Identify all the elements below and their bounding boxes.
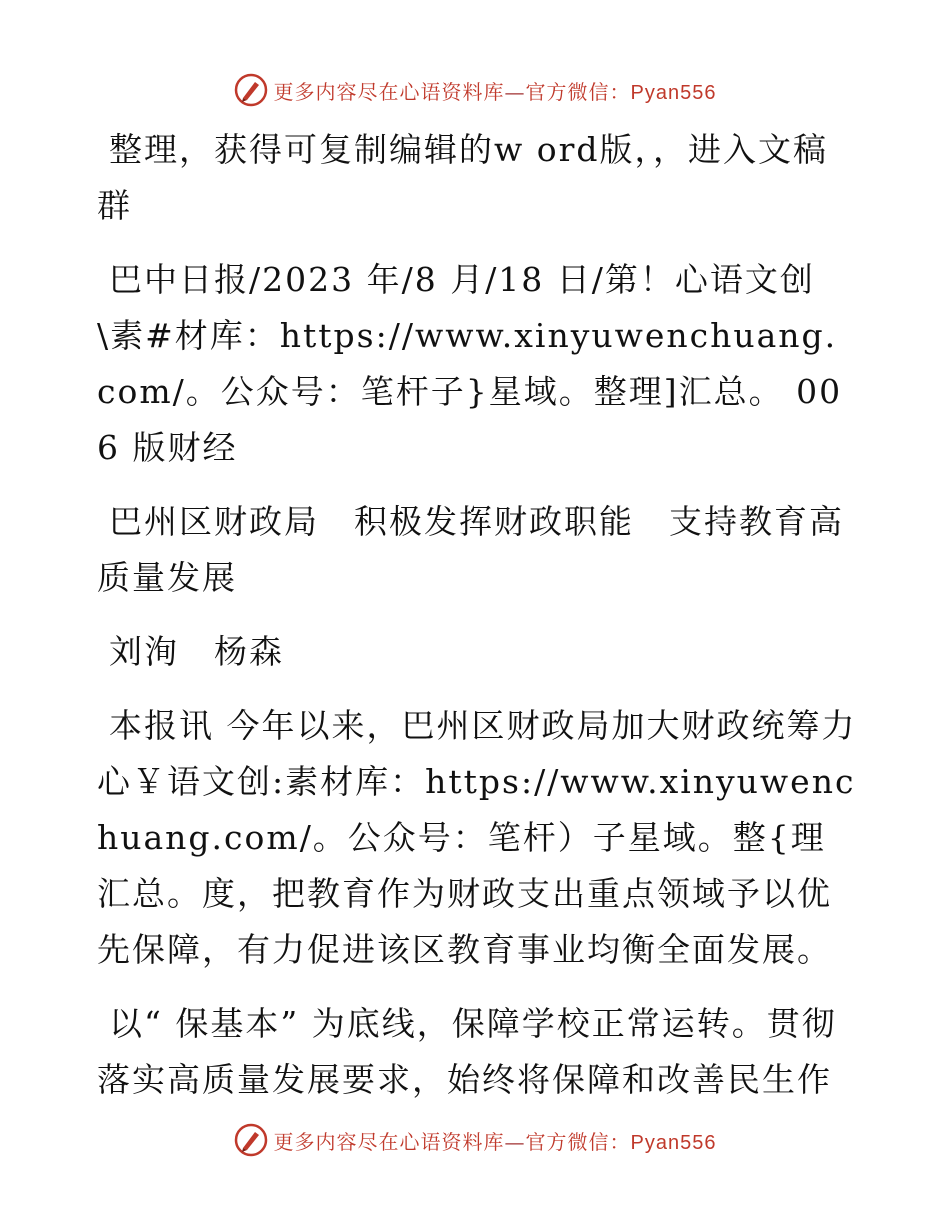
footer-site-text: 更多内容尽在心语资料库 xyxy=(273,1129,505,1154)
article-title: 巴州区财政局 积极发挥财政职能 支持教育高质量发展 xyxy=(97,502,844,597)
footer-banner-text xyxy=(274,1126,717,1155)
header-watermark-banner xyxy=(0,68,950,112)
footer-watermark-banner xyxy=(0,1118,950,1162)
footer-wechat-text: 官方微信：Pyan556 xyxy=(525,1131,717,1154)
header-separator: — xyxy=(504,79,526,104)
pen-logo-icon xyxy=(234,1123,268,1157)
header-wechat-text: 官方微信：Pyan556 xyxy=(525,81,717,104)
header-banner-text xyxy=(274,76,717,105)
document-body xyxy=(97,122,857,1126)
header-site-text: 更多内容尽在心语资料库 xyxy=(273,79,505,104)
article-byline: 刘洵 杨森 xyxy=(109,632,284,671)
article-paragraph-2: 以“ 保基本” 为底线，保障学校正常运转。贯彻落实高质量发展要求，始终将保障和改善民生作 xyxy=(97,1004,837,1099)
intro-note-paragraph: 整理，获得可复制编辑的w ord版，，进入文稿群 xyxy=(97,130,829,225)
footer-separator: — xyxy=(504,1129,526,1154)
source-info-paragraph: 巴中日报/2023 年/8 月/18 日/第！心语文创\素#材库：https://www.xinyuwenchuang.com/。公众号：笔杆子}星域。整理]汇总。 006 版财经 xyxy=(97,260,843,467)
article-paragraph-1: 本报讯 今年以来，巴州区财政局加大财政统筹力心￥语文创:素材库：https://www.xinyuwenchuang.com/。公众号：笔杆）子星域。整{理汇总。度，把教育作为财政支出重点领域予以优先保障，有力促进该区教育事业均衡全面发展。 xyxy=(97,706,857,969)
pen-logo-icon xyxy=(234,73,268,107)
